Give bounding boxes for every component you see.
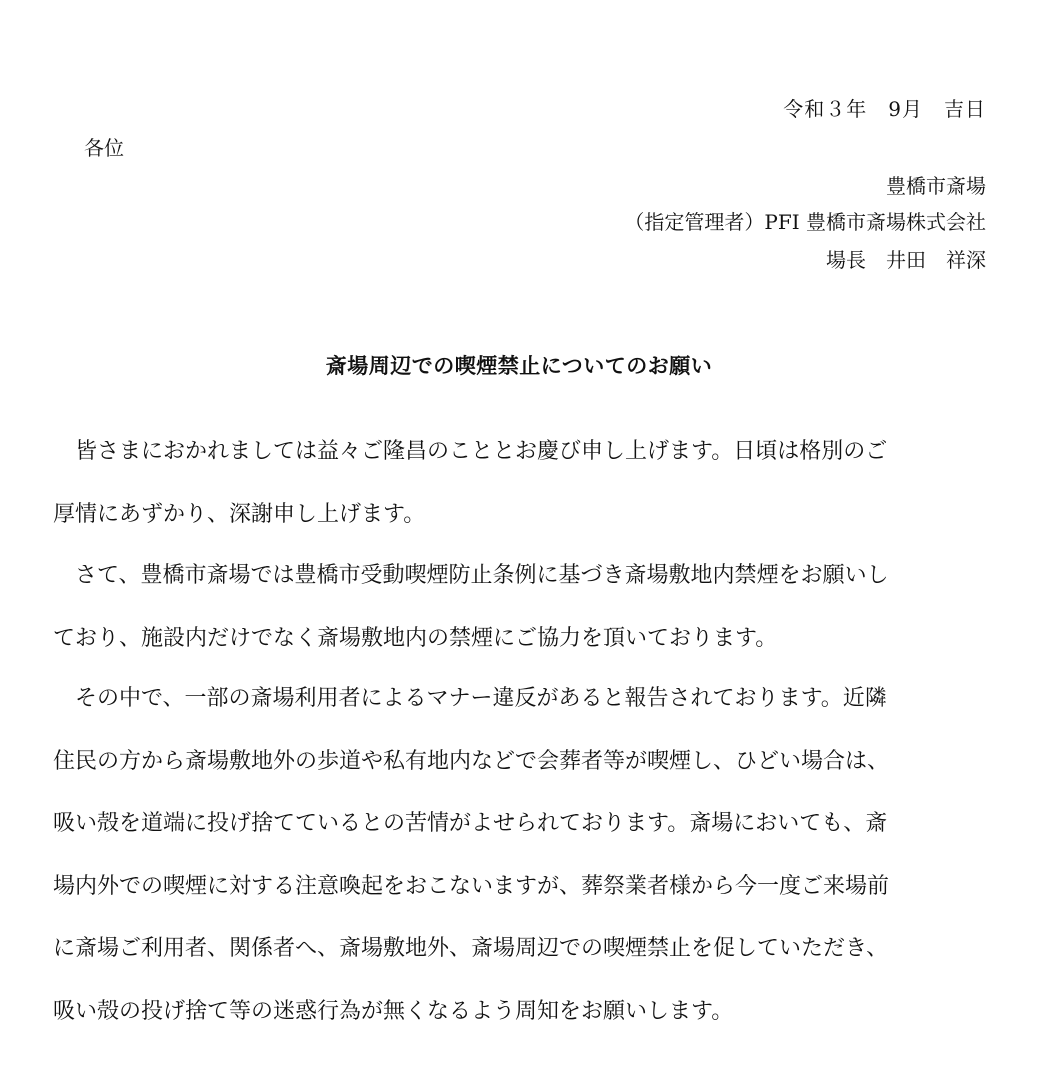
body-line: 吸い殻を道端に投げ捨てているとの苦情がよせられております。斎場においても、斎 bbox=[53, 811, 888, 836]
sender-head-name: 場長 井田 祥深 bbox=[826, 248, 986, 272]
sender-organization: 豊橋市斎場 bbox=[886, 174, 986, 198]
body-line: その中で、一部の斎場利用者によるマナー違反があると報告されております。近隣 bbox=[53, 686, 887, 711]
body-line: 厚情にあずかり、深謝申し上げます。 bbox=[53, 501, 426, 527]
sender-designated-manager: （指定管理者）PFI 豊橋市斎場株式会社 bbox=[624, 210, 986, 234]
body-line: 住民の方から斎場敷地外の歩道や私有地内などで会葬者等が喫煙し、ひどい場合は、 bbox=[53, 748, 890, 774]
body-line: に斎場ご利用者、関係者へ、斎場敷地外、斎場周辺での喫煙禁止を促していただき、 bbox=[53, 936, 889, 961]
body-line: さて、豊橋市斎場では豊橋市受動喫煙防止条例に基づき斎場敷地内禁煙をお願いし bbox=[53, 563, 889, 588]
body-paragraph-3 bbox=[53, 668, 1013, 1043]
body-line: ており、施設内だけでなく斎場敷地内の禁煙にご協力を頂いております。 bbox=[53, 625, 778, 651]
document-title: 斎場周辺での喫煙禁止についてのお願い bbox=[325, 353, 713, 378]
body-line: 皆さまにおかれましては益々ご隆昌のこととお慶び申し上げます。日頃は格別のご bbox=[53, 439, 888, 464]
body-paragraph-2 bbox=[53, 545, 1013, 670]
body-line: 場内外での喫煙に対する注意喚起をおこないますが、葬祭業者様から今一度ご来場前 bbox=[53, 873, 890, 899]
body-paragraph-1 bbox=[53, 421, 1013, 546]
body-line: 吸い殻の投げ捨て等の迷惑行為が無くなるよう周知をお願いします。 bbox=[53, 998, 734, 1024]
recipient-salutation: 各位 bbox=[84, 136, 124, 160]
document-date: 令和３年 9月 吉日 bbox=[783, 97, 986, 121]
